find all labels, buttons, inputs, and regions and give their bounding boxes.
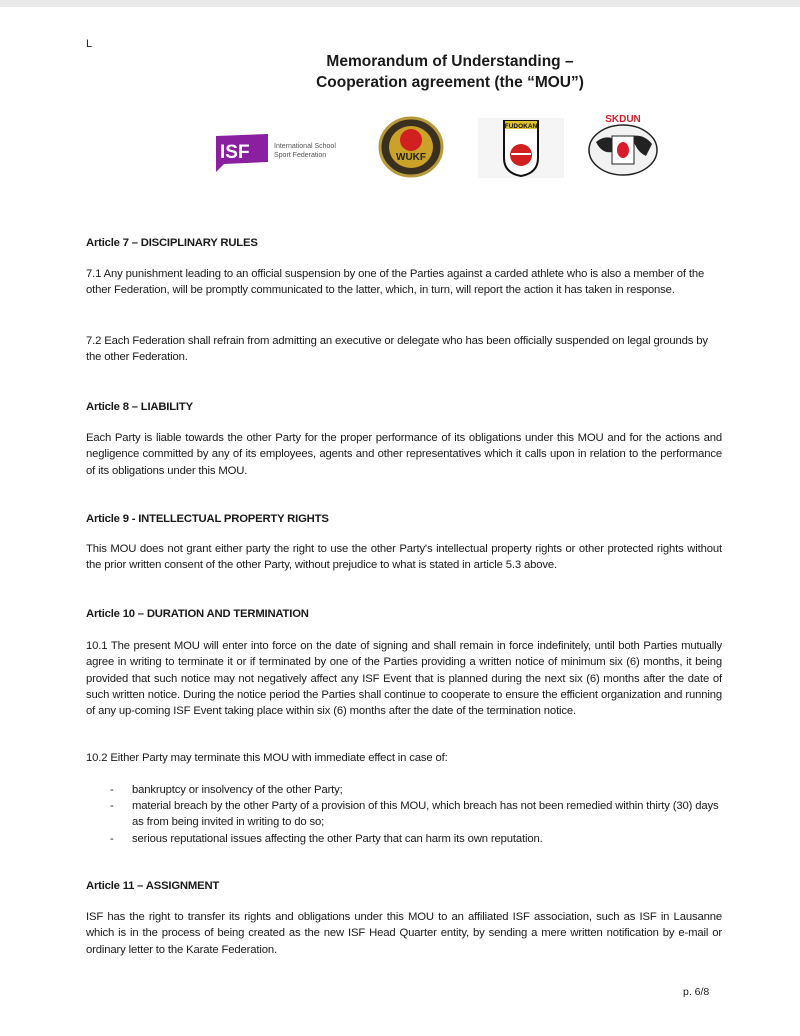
article-7-1-text: 7.1 Any punishment leading to an official suspension by one of the Parties against a carded athlete who is also a member of the other Federation, will be promptly communicated to the latter, which, in turn, will report the action it has taken in response.	[86, 268, 705, 297]
article-11-heading: Article 11 – ASSIGNMENT	[86, 880, 220, 892]
article-7-2-text: 7.2 Each Federation shall refrain from admitting an executive or delegate who has been officially suspended on legal grounds by the other Federation.	[86, 335, 708, 364]
article-7-heading: Article 7 – DISCIPLINARY RULES	[86, 237, 258, 249]
article-10-1-text: 10.1 The present MOU will enter into force on the date of signing and shall remain in force indefinitely, until both Parties mutually agree in writing to terminate it or if terminated by one of the Parties providing a written notice of minimum six (6) months, it being provided that such notice may not negatively affect any ISF Event that is planned during the next six (6) months after the date of such written notice. During the notice period the Parties shall continue to cooperate to ensure the efficient organization and running of any up-coming ISF Event taking place within six (6) months after the date of the termination notice.	[86, 640, 722, 718]
article-9	[86, 511, 722, 527]
article-10-heading: Article 10 – DURATION AND TERMINATION	[86, 608, 309, 620]
article-8-text: Each Party is liable towards the other Party for the proper performance of its obligations under this MOU and for the actions and negligence committed by any of its employees, agents and other representatives which it calls upon in relation to the performance of its obligations under this MOU.	[86, 432, 722, 477]
article-10	[86, 606, 722, 622]
article-9-text: This MOU does not grant either party the right to use the other Party's intellectual property rights or other protected rights without the prior written consent of the other Party, without prejudice to what is stated in article 5.3 above.	[86, 543, 722, 572]
article-7	[86, 235, 722, 251]
article-11-text: ISF has the right to transfer its rights and obligations under this MOU to an affiliated ISF association, such as ISF in Lausanne which is in the process of being created as the new ISF Head Quarter entity, by sending a mere written notification by e-mail or ordinary letter to the Karate Federation.	[86, 911, 722, 956]
bullet-marker: -	[110, 833, 114, 845]
article-9-heading: Article 9 - INTELLECTUAL PROPERTY RIGHTS	[86, 513, 329, 525]
title-line-2: Cooperation agreement (the “MOU”)	[316, 74, 584, 91]
isf-name-line-1: International School	[274, 143, 336, 150]
bullet-marker: -	[110, 784, 114, 796]
wukf-logo	[378, 116, 444, 178]
article-10-2-text: 10.2 Either Party may terminate this MOU with immediate effect in case of:	[86, 752, 448, 764]
wukf-logo-text: WUKF	[396, 152, 426, 163]
termination-list	[86, 782, 722, 852]
article-8	[86, 399, 722, 415]
list-item-text: bankruptcy or insolvency of the other Party;	[132, 784, 343, 796]
skdun-logo-text: SKDUN	[605, 114, 641, 125]
fudokan-logo	[478, 118, 564, 178]
article-7-2	[86, 333, 722, 366]
article-7-1	[86, 266, 706, 299]
list-item-text: serious reputational issues affecting the other Party that can harm its own reputation.	[132, 833, 543, 845]
article-10-1	[86, 638, 722, 719]
svg-text:ISF: ISF	[220, 142, 250, 163]
document-title	[0, 51, 800, 93]
article-11-body	[86, 909, 722, 958]
viewer-top-bar	[0, 0, 800, 7]
article-10-2	[86, 750, 722, 766]
page-number: p. 6/8	[683, 986, 710, 998]
logo-row	[0, 110, 800, 185]
isf-name-line-2: Sport Federation	[274, 152, 327, 159]
isf-logo	[214, 132, 344, 172]
article-8-body	[86, 430, 722, 479]
skdun-logo	[586, 112, 660, 178]
article-8-heading: Article 8 – LIABILITY	[86, 401, 193, 413]
article-11	[86, 878, 722, 894]
list-item-text: material breach by the other Party of a provision of this MOU, which breach has not been remedied within thirty (30) days as from being invited in writing to do so;	[132, 800, 719, 829]
title-line-1: Memorandum of Understanding –	[326, 53, 574, 70]
bullet-marker: -	[110, 800, 114, 812]
isf-logo-mark	[214, 132, 270, 172]
article-9-body	[86, 541, 722, 574]
corner-mark: L	[86, 38, 93, 50]
fudokan-logo-text: FUDOKAN	[504, 123, 538, 130]
